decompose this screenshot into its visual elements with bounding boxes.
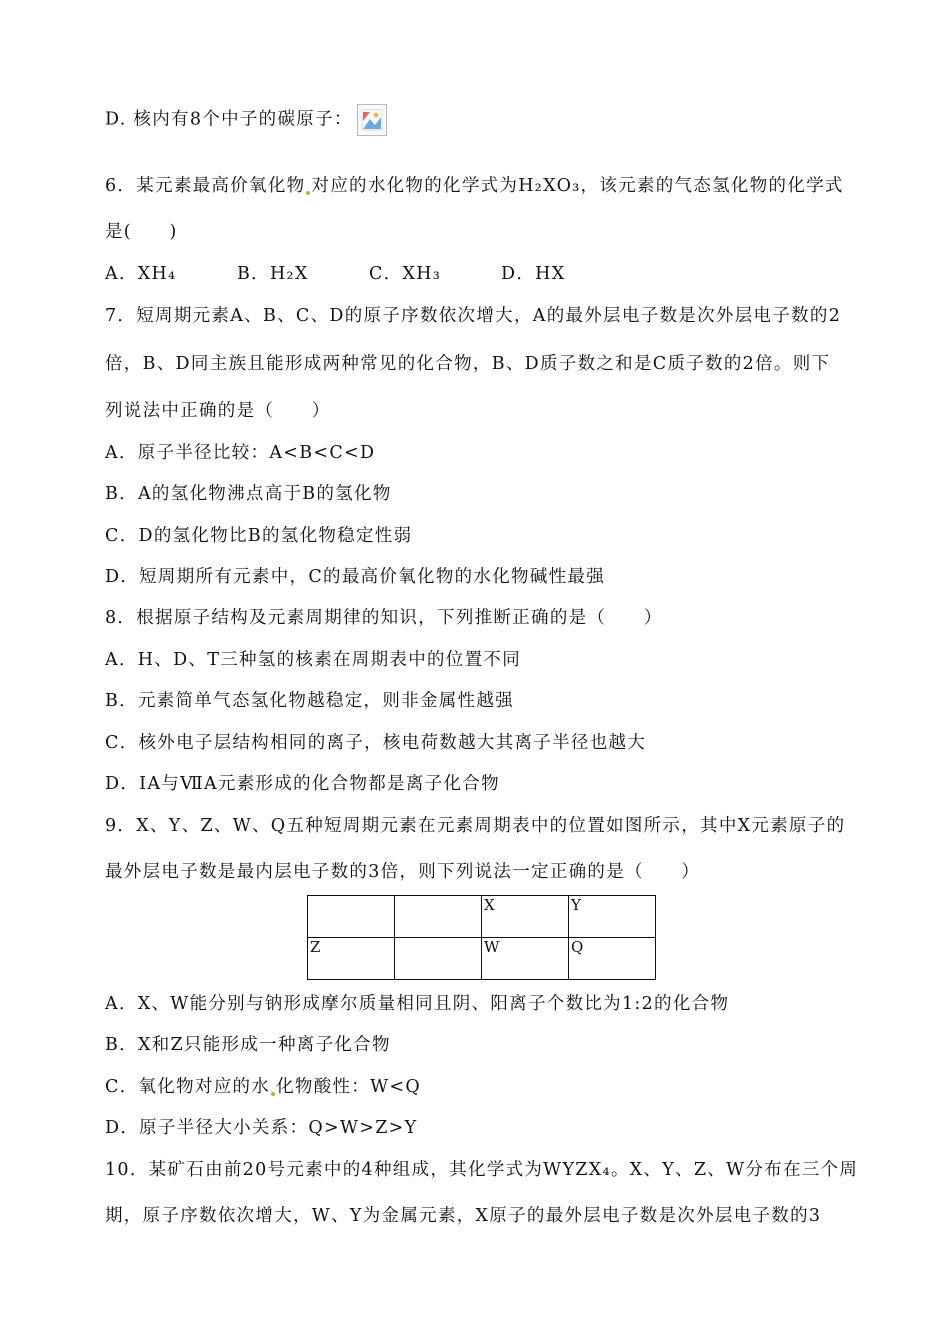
q6-stem-part1: 6．某元素最高价氧化物	[105, 176, 306, 196]
q6-stem-line2: 是( )	[105, 222, 178, 242]
q8-option-a: A．H、D、T三种氢的核素在周期表中的位置不同	[105, 650, 522, 670]
q9-stem-line1: 9．X、Y、Z、W、Q五种短周期元素在元素周期表中的位置如图所示，其中X元素原子的	[105, 816, 846, 836]
table-row	[308, 938, 656, 980]
q6-options	[105, 260, 633, 285]
q10-stem-line1: 10．某矿石由前20号元素中的4种组成，其化学式为WYZX₄。X、Y、Z、W分布在三个周	[105, 1160, 859, 1180]
q6-stem-part2: 对应的水化物的化学式为H₂XO₃，该元素的气态氢化物的化学式	[311, 176, 844, 196]
broken-image-icon	[357, 104, 387, 136]
q8-option-c: C．核外电子层结构相同的离子，核电荷数越大其离子半径也越大	[105, 733, 647, 753]
q7-option-b: B．A的氢化物沸点高于B的氢化物	[105, 484, 392, 504]
q7-stem-line3: 列说法中正确的是（ ）	[105, 401, 331, 421]
table-cell: Y	[569, 896, 656, 938]
table-cell	[395, 938, 482, 980]
q7-stem-line1: 7．短周期元素A、B、C、D的原子序数依次增大，A的最外层电子数是次外层电子数的2	[105, 306, 842, 326]
q10-stem-line2: 期，原子序数依次增大，W、Y为金属元素，X原子的最外层电子数是次外层电子数的3	[105, 1206, 822, 1226]
q9-option-d: D．原子半径大小关系：Q>W>Z>Y	[105, 1118, 418, 1138]
q7-option-a: A．原子半径比较：A<B<C<D	[105, 443, 376, 463]
table-cell	[395, 896, 482, 938]
q9-option-c-part1: C．氧化物对应的水	[105, 1077, 271, 1097]
q6-option-c: C．XH₃	[369, 264, 442, 284]
q8-stem: 8．根据原子结构及元素周期律的知识，下列推断正确的是（ ）	[105, 608, 663, 628]
table-cell: W	[482, 938, 569, 980]
q7-option-d: D．短周期所有元素中，C的最高价氧化物的水化物碱性最强	[105, 567, 606, 587]
ink-dot	[306, 191, 310, 195]
q9-option-c-part2: 化物酸性：W<Q	[276, 1077, 421, 1097]
table-row	[308, 896, 656, 938]
q7-stem-line2: 倍，B、D同主族且能形成两种常见的化合物，B、D质子数之和是C质子数的2倍。则下	[105, 354, 831, 374]
periodic-position-table	[307, 895, 656, 980]
q9-option-b: B．X和Z只能形成一种离子化合物	[105, 1035, 391, 1055]
q8-option-b: B．元素简单气态氢化物越稳定，则非金属性越强	[105, 691, 514, 711]
table-cell	[308, 896, 395, 938]
table-cell: Q	[569, 938, 656, 980]
q5-option-d-text: D. 核内有8个中子的碳原子：	[105, 109, 353, 130]
ink-dot	[271, 1092, 275, 1096]
q9-option-a: A．X、W能分别与钠形成摩尔质量相同且阴、阳离子个数比为1:2的化合物	[105, 994, 730, 1014]
q9-option-c	[105, 1073, 421, 1098]
table-cell: Z	[308, 938, 395, 980]
q5-option-d	[105, 104, 387, 136]
q7-option-c: C．D的氢化物比B的氢化物稳定性弱	[105, 526, 413, 546]
q8-option-d: D．ⅠA与ⅦA元素形成的化合物都是离子化合物	[105, 774, 500, 794]
q6-option-b: B．H₂X	[237, 264, 309, 284]
table-cell: X	[482, 896, 569, 938]
q6-option-d: D．HX	[501, 264, 566, 284]
q6-option-a: A．XH₄	[105, 264, 177, 284]
q9-stem-line2: 最外层电子数是最内层电子数的3倍，则下列说法一定正确的是（ ）	[105, 862, 701, 882]
q6-stem	[105, 172, 844, 197]
